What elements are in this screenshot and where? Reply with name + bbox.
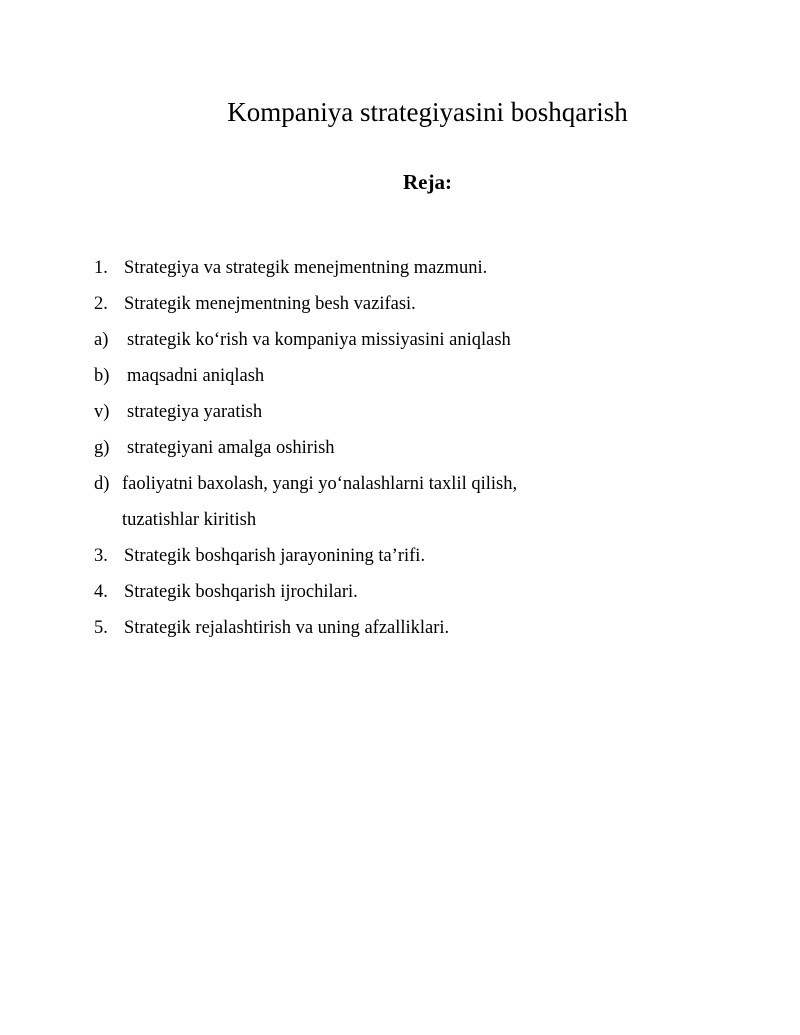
plan-heading: Reja: bbox=[403, 170, 452, 194]
plan-item-text: faoliyatni baxolash, yangi yo‘nalashlarni taxlil qilish, tuzatishlar kiritish bbox=[122, 474, 518, 530]
plan-item-marker: v) bbox=[94, 402, 110, 422]
plan-item-marker: 3. bbox=[94, 546, 108, 566]
plan-item-text: Strategik boshqarish ijrochilari. bbox=[124, 582, 358, 602]
plan-item bbox=[94, 250, 774, 286]
plan-item-marker: 1. bbox=[94, 258, 108, 278]
plan-subitem bbox=[94, 430, 774, 466]
plan-item bbox=[94, 286, 774, 322]
plan-item-text: maqsadni aniqlash bbox=[127, 366, 265, 386]
plan-subitem bbox=[94, 322, 774, 358]
plan-item-marker: 4. bbox=[94, 582, 108, 602]
plan-subitem bbox=[94, 358, 774, 394]
plan-item bbox=[94, 538, 774, 574]
plan-item-text: Strategik menejmentning besh vazifasi. bbox=[124, 294, 416, 314]
document-title: Kompaniya strategiyasini boshqarish bbox=[227, 97, 628, 127]
plan-item-marker: 2. bbox=[94, 294, 108, 314]
plan-item-marker: d) bbox=[94, 474, 110, 494]
plan-list bbox=[94, 250, 774, 646]
plan-item-text: Strategik rejalashtirish va uning afzalliklari. bbox=[124, 618, 450, 638]
plan-item-text: Strategik boshqarish jarayonining ta’rifi. bbox=[124, 546, 426, 566]
plan-item-text: strategiyani amalga oshirish bbox=[127, 438, 335, 458]
plan-item bbox=[94, 574, 774, 610]
plan-item-marker: 5. bbox=[94, 618, 108, 638]
plan-item-text: strategiya yaratish bbox=[127, 402, 263, 422]
plan-subitem bbox=[94, 394, 774, 430]
plan-item-text: strategik ko‘rish va kompaniya missiyasini aniqlash bbox=[127, 330, 511, 350]
plan-item-marker: b) bbox=[94, 366, 110, 386]
plan-item-marker: g) bbox=[94, 438, 110, 458]
plan-item bbox=[94, 610, 774, 646]
plan-item-text: Strategiya va strategik menejmentning mazmuni. bbox=[124, 258, 488, 278]
plan-subitem bbox=[94, 466, 774, 538]
plan-item-marker: a) bbox=[94, 330, 109, 350]
